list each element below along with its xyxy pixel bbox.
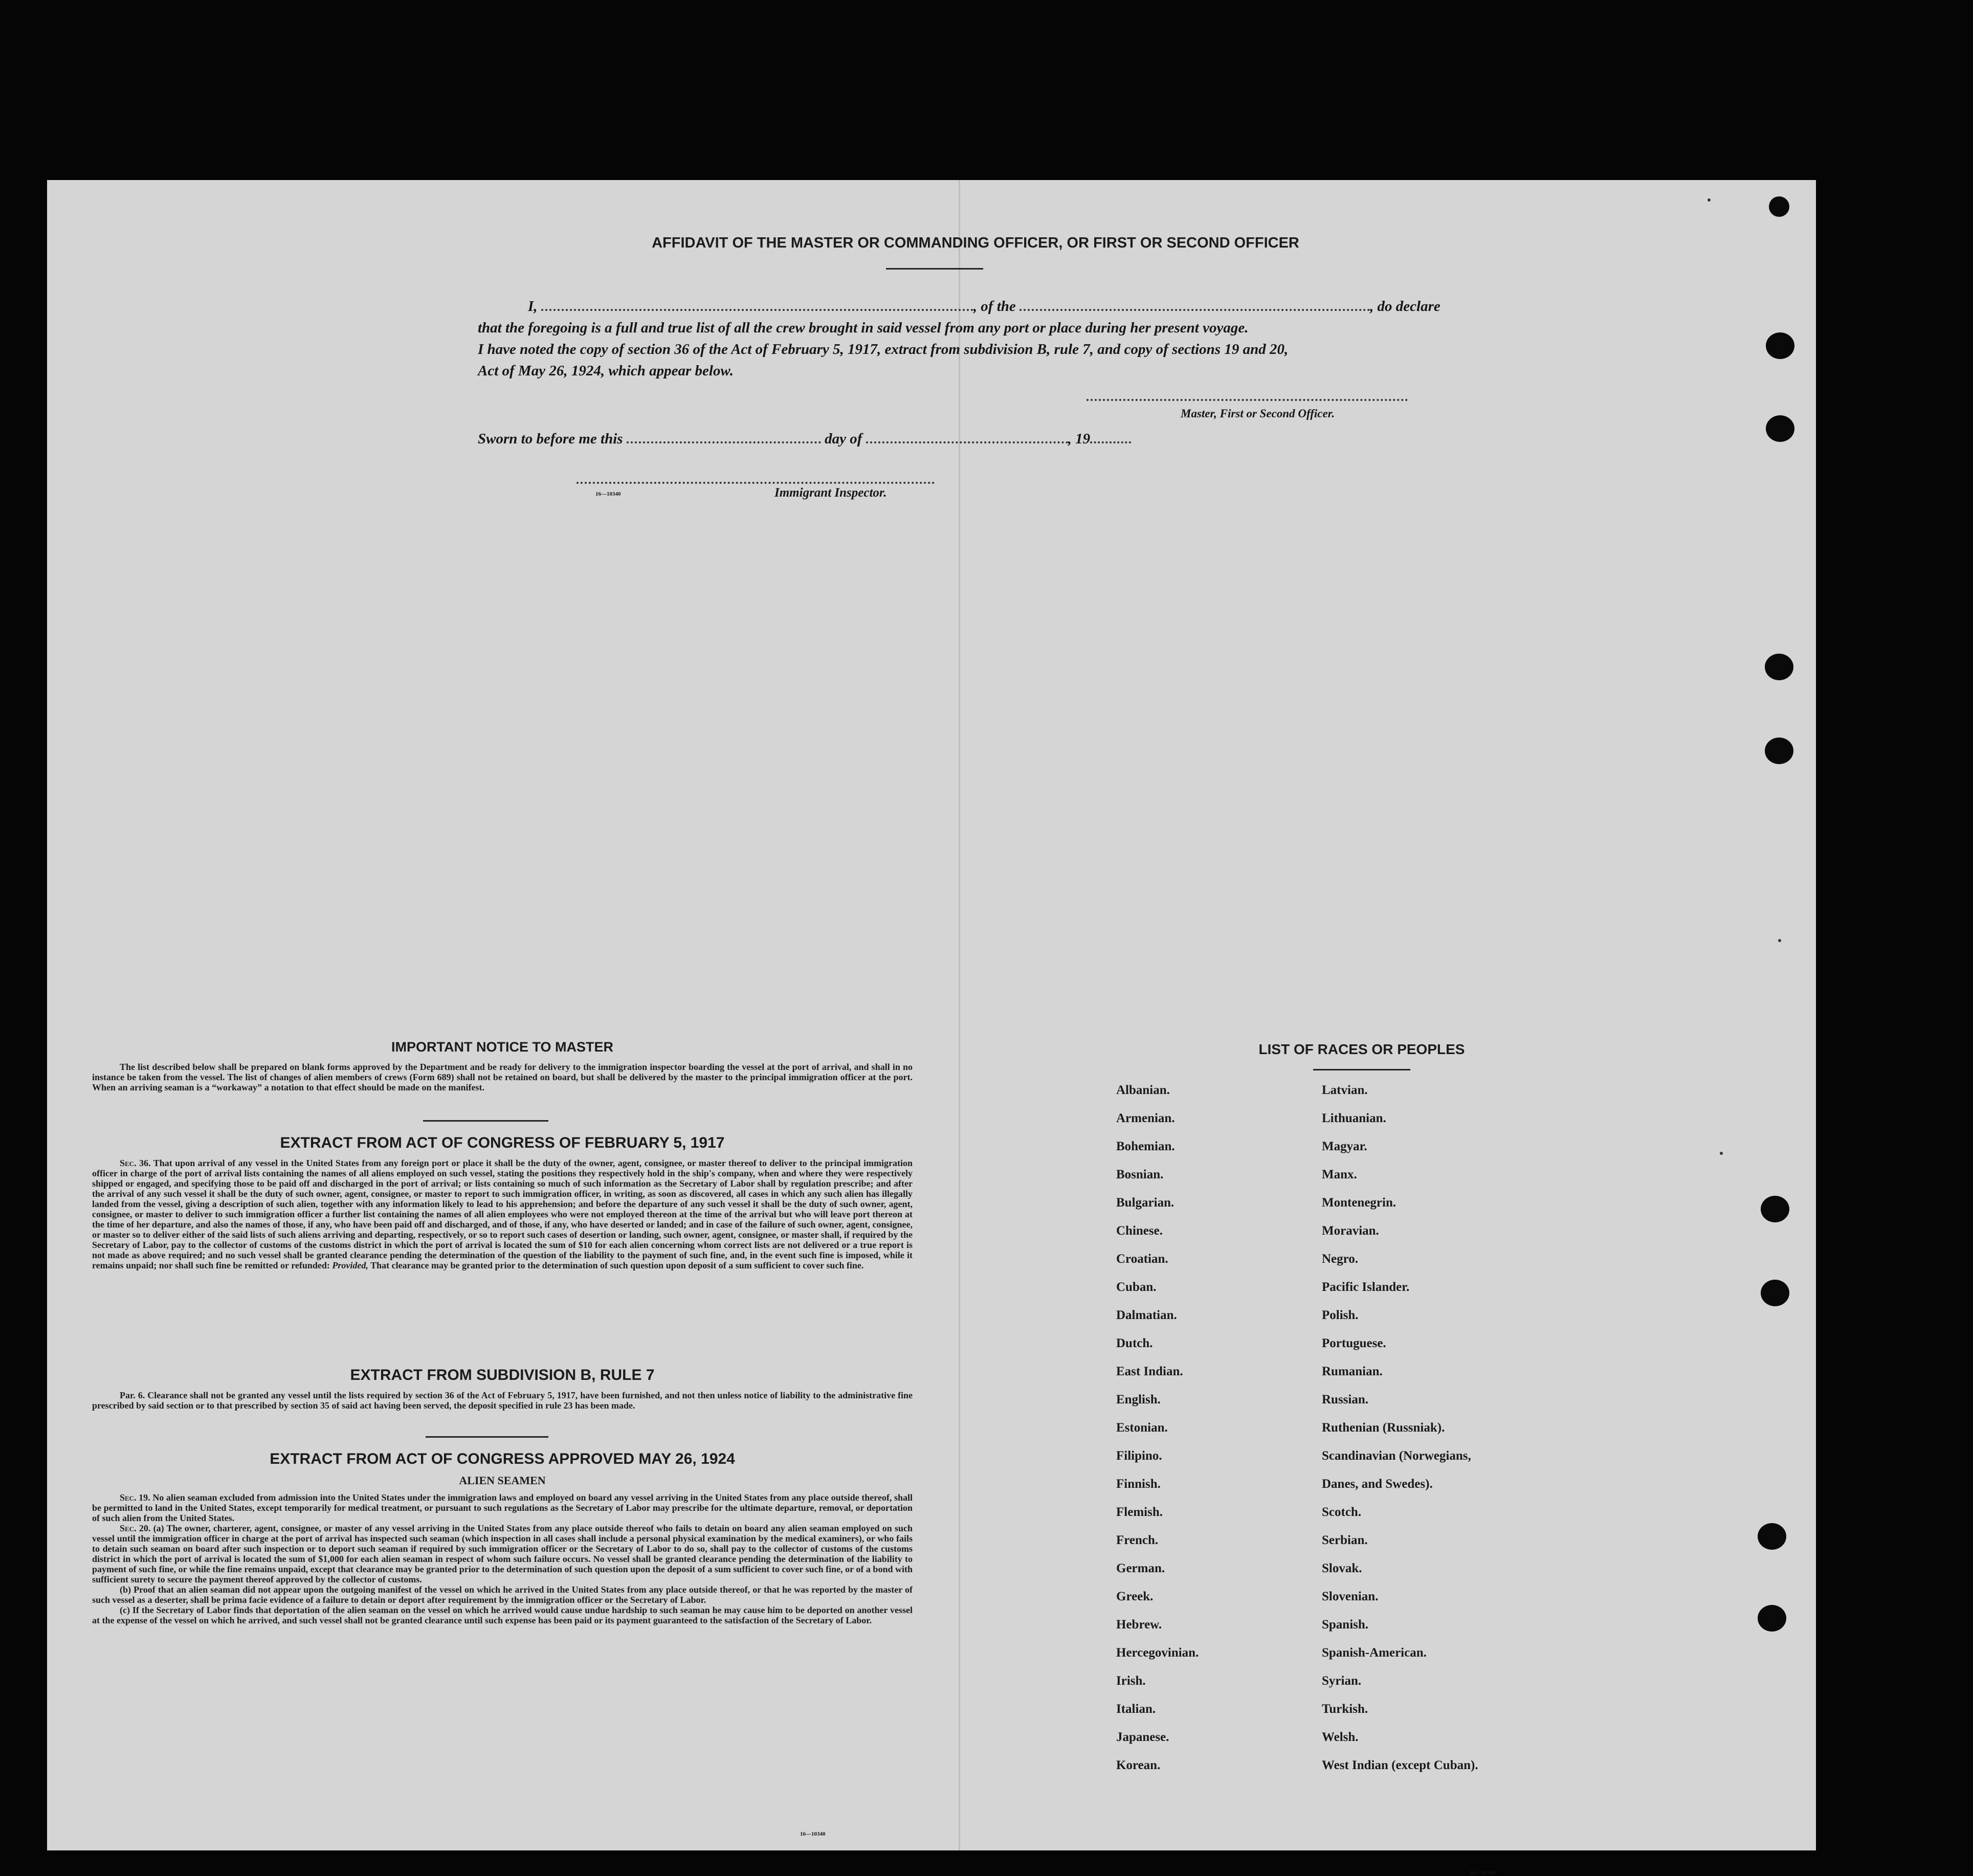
race-item: Negro. <box>1322 1252 1359 1266</box>
dust-speck <box>1708 198 1711 202</box>
provided-label: Provided, <box>332 1260 368 1270</box>
race-item: English. <box>1116 1393 1161 1406</box>
extract-1924-title: EXTRACT FROM ACT OF CONGRESS APPROVED MAY 26, 1924 <box>270 1450 735 1467</box>
dust-speck <box>1720 1152 1723 1155</box>
sec-20b-paragraph: (b) Proof that an alien seaman did not appear upon the outgoing manifest of the vessel on which he arrived in the United States from any place outside thereof, or that he was reported by the master of such vessel as a deserter, shall be prima facie evidence of a failure to detain or deport after requirement by the immigration officer or the Secretary of Labor. <box>92 1584 913 1605</box>
sec-20-label: Sec. 20. <box>120 1523 151 1533</box>
race-item: Polish. <box>1322 1308 1359 1322</box>
race-item: Manx. <box>1322 1168 1357 1181</box>
sec-19-paragraph <box>92 1492 913 1523</box>
race-item: Chinese. <box>1116 1224 1163 1238</box>
sworn-label: Sworn to before me this <box>478 431 623 447</box>
race-item: Lithuanian. <box>1322 1111 1386 1125</box>
race-item: East Indian. <box>1116 1365 1183 1378</box>
rule-7-title: EXTRACT FROM SUBDIVISION B, RULE 7 <box>350 1367 655 1383</box>
sec-19-label: Sec. 19. <box>120 1492 150 1503</box>
document-sheet <box>47 180 1816 1876</box>
race-item: Albanian. <box>1116 1083 1170 1097</box>
title-rule <box>886 268 983 270</box>
punch-hole <box>1765 654 1793 680</box>
punch-hole <box>1769 196 1789 217</box>
extract-1917-text <box>92 1158 913 1270</box>
punch-hole <box>1758 1523 1786 1550</box>
affidavit-title: AFFIDAVIT OF THE MASTER OR COMMANDING OFFICER, OR FIRST OR SECOND OFFICER <box>652 235 1299 251</box>
sec-36-body: That upon arrival of any vessel in the United States from any foreign port or place it shall be the duty of the owner, agent, consignee, or master thereof to deliver to the principal immigration officer in charge of the port of arrival lists containing the names of all aliens employed on such vessel, stating the positions they respectively hold in the ship's company, when and where they were respectively shipped or engaged, and specifying those to be paid off and discharged in the port of arrival; or lists containing so much of such information as the Secretary of Labor shall by regulation prescribe; and after the arrival of any such vessel it shall be the duty of such owner, agent, consignee, or master to report to such immigration officer, in writing, as soon as discovered, all cases in which any such alien has illegally landed from the vessel, giving a description of such alien, together with any information likely to lead to his apprehension; and before the departure of any such vessel it shall be the duty of such owner, agent, consignee, or master to deliver to such immigration officer a further list containing the names of all alien employees who were not employed thereon at the time of the arrival but who will leave port thereon at the time of her departure, and also the names of those, if any, who have been paid off and discharged, and of those, if any, who have deserted or landed; and in case of the failure of such owner, agent, consignee, or master so to deliver either of the said lists of such aliens arriving and departing, respectively, or so to report such cases of desertion or landing, such owner, agent, consignee, or master shall, if required by the Secretary of Labor, pay to the collector of customs of the customs district in which the port of arrival is located the sum of $10 for each alien concerning whom correct lists are not delivered or a true report is not made as above required; and no such vessel shall be granted clearance pending the determination of the question of the liability to the payment of such fine, and, in the event such fine is imposed, while it remains unpaid; nor shall such fine be remitted or refunded: <box>92 1158 913 1270</box>
races-title: LIST OF RACES OR PEOPLES <box>1258 1041 1465 1057</box>
race-item: Portuguese. <box>1322 1336 1386 1350</box>
punch-hole <box>1761 1196 1789 1222</box>
inspector-signature-label: Immigrant Inspector. <box>774 486 887 500</box>
declarant-label: I, <box>528 298 538 315</box>
race-item: Bosnian. <box>1116 1168 1164 1181</box>
punch-hole <box>1765 738 1793 764</box>
sec-20c-paragraph: (c) If the Secretary of Labor finds that deportation of the alien seaman on the vessel on which he arrived would cause undue hardship to such seaman he may cause him to be deported on another vessel at the expense of the vessel on which he arrived, and such vessel shall not be granted clearance until such expense has been paid or its payment guaranteed to the satisfaction of the Secretary of Labor. <box>92 1605 913 1625</box>
race-item: Dutch. <box>1116 1336 1153 1350</box>
race-item: West Indian (except Cuban). <box>1322 1758 1478 1772</box>
race-item: Cuban. <box>1116 1280 1157 1294</box>
vessel-name-field[interactable] <box>1019 309 1370 311</box>
race-item: Finnish. <box>1116 1477 1161 1491</box>
sec-20a-body: (a) The owner, charterer, agent, consignee, or master of any vessel arriving in the United States from any place outside thereof who fails to detain on board any alien seaman employed on such vessel until the immigration officer in charge at the port of arrival has inspected such seaman (which inspection in all cases shall include a personal physical examination by the medical examiners), or who fails to detain such seaman on board after such inspection or to deport such seaman if required by such immigration officer or the Secretary of Labor to do so, shall pay to the collector of customs of the customs district in which the port of arrival is located the sum of $1,000 for each alien seaman in respect of whom such failure occurs. No vessel shall be granted clearance pending the determination of the liability to payment of such fine, or while the fine remains unpaid, except that clearance may be granted prior to the determination of such question upon the deposit of a sum sufficient to cover such fine, or of a bond with sufficient surety to secure the payment thereof approved by the collector of customs. <box>92 1523 913 1584</box>
punch-hole <box>1758 1605 1786 1632</box>
affidavit-body <box>478 296 1480 382</box>
race-item: Filipino. <box>1116 1449 1162 1463</box>
race-item: Croatian. <box>1116 1252 1168 1266</box>
punch-hole <box>1766 415 1794 442</box>
race-item: Irish. <box>1116 1674 1146 1688</box>
race-item: German. <box>1116 1561 1165 1575</box>
race-item: Danes, and Swedes). <box>1322 1477 1433 1491</box>
race-item: Spanish. <box>1322 1618 1369 1632</box>
notice-title: IMPORTANT NOTICE TO MASTER <box>391 1039 613 1055</box>
race-item: Hercegovinian. <box>1116 1646 1199 1660</box>
sec-36-label: Sec. 36. <box>120 1158 151 1168</box>
form-number: 16—10340 <box>1470 1870 1496 1876</box>
race-item: Rumanian. <box>1322 1365 1383 1378</box>
rule-7-text: Par. 6. Clearance shall not be granted any vessel until the lists required by section 36 of the Act of February 5, 1917, have been furnished, and not then unless notice of liability to the administrative fine prescribed by said section or to that prescribed by section 35 of said act having been served, the deposit specified in rule 23 has been made. <box>92 1390 913 1411</box>
punch-hole <box>1766 332 1794 359</box>
races-right-column <box>1322 1083 1478 1786</box>
form-number: 16—10340 <box>595 491 621 497</box>
race-item: Magyar. <box>1322 1140 1367 1153</box>
race-item: Korean. <box>1116 1758 1161 1772</box>
race-item: Scandinavian (Norwegians, <box>1322 1449 1471 1463</box>
dust-speck <box>1778 939 1781 942</box>
notice-text: The list described below shall be prepared on blank forms approved by the Department and be ready for delivery to the immigration inspector boarding the vessel at the port of arrival, and shall in no instance be taken from the vessel. The list of changes of alien members of crews (Form 689) shall not be retained on board, but shall be delivered by the master to the principal immigration officer at the port. When an arriving seaman is a “workaway” a notation to that effect should be made on the manifest. <box>92 1062 913 1092</box>
declaration-line-4: Act of May 26, 1924, which appear below. <box>478 363 734 379</box>
sworn-month-field[interactable] <box>866 441 1068 443</box>
sec-19-body: No alien seaman excluded from admission into the United States under the immigration laws and employed on board any vessel arriving in the United States from any place outside thereof, shall be permitted to land in the United States, except temporarily for medical treatment, or pursuant to such regulations as the Secretary of Labor may prescribe for the ultimate departure, removal, or deportation of such alien from the United States. <box>92 1492 913 1523</box>
declare-label: , do declare <box>1370 298 1440 315</box>
race-item: Pacific Islander. <box>1322 1280 1410 1294</box>
extract-1924-text <box>92 1492 913 1625</box>
race-item: Slovenian. <box>1322 1590 1379 1603</box>
day-of-label: day of <box>825 431 862 447</box>
race-item: Japanese. <box>1116 1730 1169 1744</box>
race-item: Russian. <box>1322 1393 1369 1406</box>
declaration-line-2: that the foregoing is a full and true list of all the crew brought in said vessel from any port or place during her present voyage. <box>478 320 1249 336</box>
officer-signature-label: Master, First or Second Officer. <box>1181 407 1335 420</box>
race-item: Armenian. <box>1116 1111 1175 1125</box>
declaration-line-1 <box>478 296 1480 317</box>
race-item: French. <box>1116 1533 1159 1547</box>
officer-signature-field[interactable] <box>1087 399 1408 401</box>
race-item: Slovak. <box>1322 1561 1362 1575</box>
race-item: Estonian. <box>1116 1421 1168 1435</box>
races-left-column <box>1116 1083 1199 1786</box>
extract-1917-title: EXTRACT FROM ACT OF CONGRESS OF FEBRUARY 5, 1917 <box>280 1134 725 1151</box>
sworn-year-field[interactable] <box>1090 441 1131 443</box>
races-title-rule <box>1313 1069 1410 1070</box>
race-item: Greek. <box>1116 1590 1154 1603</box>
section-rule <box>423 1120 548 1122</box>
race-item: Spanish-American. <box>1322 1646 1427 1660</box>
sec-36-proviso: That clearance may be granted prior to the determination of such question upon deposit of a sum sufficient to cover such fine. <box>370 1260 864 1270</box>
race-item: Turkish. <box>1322 1702 1368 1716</box>
alien-seamen-subtitle: ALIEN SEAMEN <box>459 1474 546 1487</box>
race-item: Latvian. <box>1322 1083 1368 1097</box>
race-item: Bohemian. <box>1116 1140 1175 1153</box>
sworn-day-field[interactable] <box>627 441 821 443</box>
race-item: Italian. <box>1116 1702 1156 1716</box>
race-item: Syrian. <box>1322 1674 1362 1688</box>
race-item: Flemish. <box>1116 1505 1163 1519</box>
declaration-line-3: I have noted the copy of section 36 of the Act of February 5, 1917, extract from subdivision B, rule 7, and copy of sections 19 and 20, <box>478 341 1289 358</box>
section-rule <box>426 1436 548 1438</box>
race-item: Welsh. <box>1322 1730 1359 1744</box>
punch-hole <box>1761 1280 1789 1306</box>
race-item: Hebrew. <box>1116 1618 1162 1632</box>
year-label: , 19 <box>1068 431 1091 447</box>
race-item: Bulgarian. <box>1116 1196 1174 1210</box>
race-item: Moravian. <box>1322 1224 1379 1238</box>
race-item: Dalmatian. <box>1116 1308 1177 1322</box>
form-number: 16—10340 <box>800 1831 826 1837</box>
race-item: Scotch. <box>1322 1505 1362 1519</box>
race-item: Montenegrin. <box>1322 1196 1396 1210</box>
inspector-signature-field[interactable] <box>577 482 935 484</box>
race-item: Ruthenian (Russniak). <box>1322 1421 1445 1435</box>
sec-20a-paragraph <box>92 1523 913 1584</box>
declarant-name-field[interactable] <box>541 309 973 311</box>
race-item: Serbian. <box>1322 1533 1368 1547</box>
sworn-line <box>478 431 1131 448</box>
vessel-label: , of the <box>973 298 1016 315</box>
